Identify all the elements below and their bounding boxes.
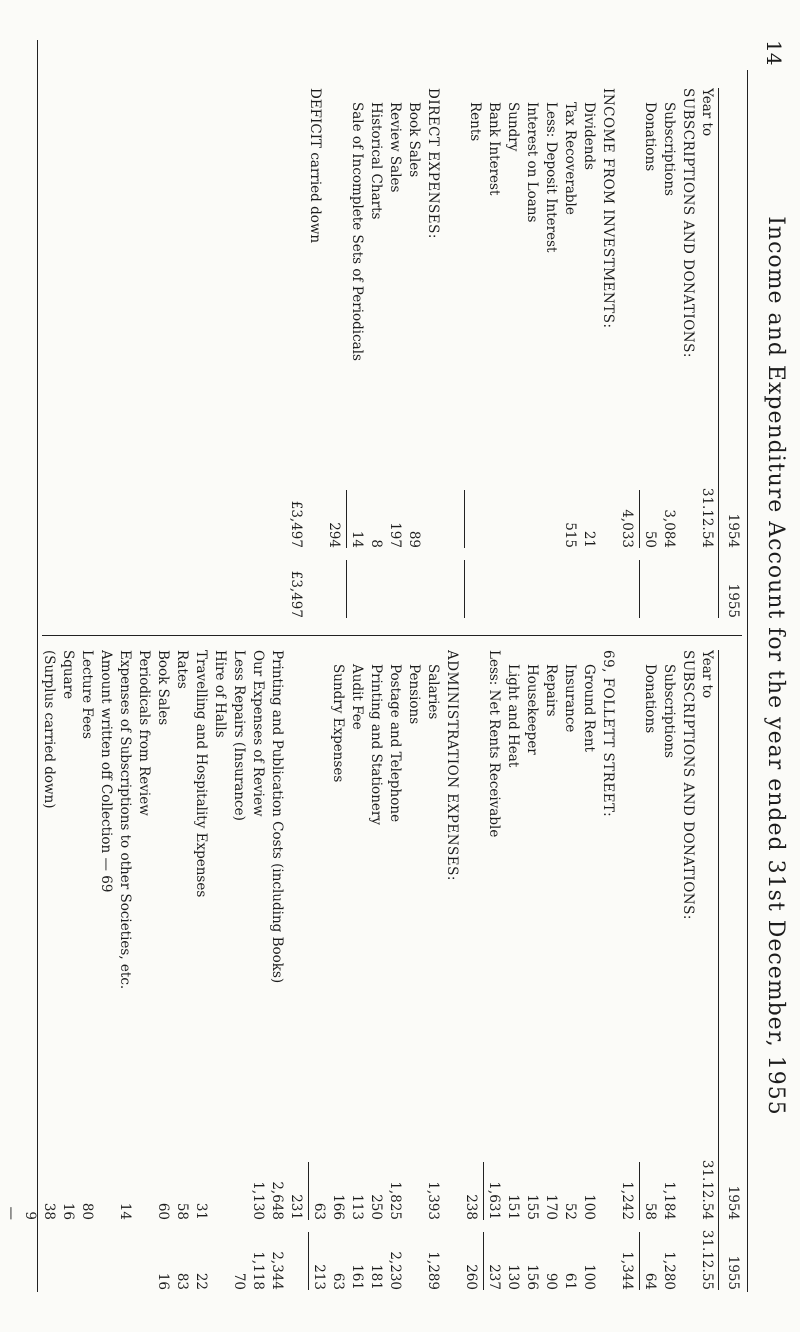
value-1954: 58 [642, 1202, 658, 1220]
line-item-label: Periodicals from Review [136, 650, 152, 816]
value-1955: 260 [463, 1264, 479, 1290]
value-1954: 1,825 [387, 1181, 403, 1220]
value-1954: 31 [193, 1202, 209, 1220]
line-item-label: Book Sales [155, 650, 171, 726]
income-rows [305, 88, 716, 618]
value-1954: 89 [406, 530, 422, 548]
line-item-row [541, 88, 560, 618]
line-item-label: Interest on Loans [524, 102, 540, 223]
value-1954: 80 [79, 1202, 95, 1220]
value-1954: 166 [330, 1194, 346, 1220]
value-1955: 130 [505, 1264, 521, 1290]
line-item-row [697, 88, 716, 618]
value-1955: 1,118 [250, 1251, 266, 1290]
line-item-label: SUBSCRIPTIONS AND DONATIONS: [680, 650, 696, 920]
page-title: Income and Expenditure Account for the year ended 31st December, 1955 [763, 216, 788, 1116]
line-item-row [77, 650, 96, 1290]
line-item-row [134, 650, 153, 1290]
line-item-label: Repairs [543, 664, 559, 717]
value-1954: 100 [581, 1194, 597, 1220]
line-item-row [385, 650, 404, 1290]
value-1954: 1,184 [661, 1181, 677, 1220]
value-1955: 70 [231, 1272, 247, 1290]
value-1955: 64 [642, 1272, 658, 1290]
value-1955: 83 [174, 1272, 190, 1290]
line-item-label: Tax Recoverable [562, 102, 578, 215]
value-1955: 1,344 [619, 1251, 635, 1290]
expenditure-total-1955 [0, 1220, 1, 1290]
line-item-row [503, 650, 522, 1290]
line-item-row [659, 88, 678, 618]
value-1955: 213 [311, 1264, 327, 1290]
line-item-label: (Surplus carried down) [41, 650, 57, 809]
value-1954: 63 [311, 1202, 327, 1220]
line-item-row [541, 650, 560, 1290]
value-1954: 515 [562, 522, 578, 548]
income-total-row [286, 88, 305, 618]
line-item-row [640, 650, 659, 1290]
value-1954: 58 [174, 1202, 190, 1220]
income-total-1954: £3,497 [288, 500, 304, 548]
income-column [286, 88, 742, 618]
line-item-label: ADMINISTRATION EXPENSES: [444, 650, 460, 881]
section-heading-row [678, 650, 697, 1290]
value-1955: 1,289 [425, 1251, 441, 1290]
line-item-row [404, 650, 423, 1290]
line-item-row [324, 88, 343, 618]
line-item-row [96, 650, 115, 1290]
value-1955: 90 [543, 1272, 559, 1290]
value-1954: 21 [581, 530, 597, 548]
line-item-row [617, 88, 636, 618]
line-item-row [404, 88, 423, 618]
value-1954: 60 [155, 1202, 171, 1220]
year-1954-header: 1954 [725, 1185, 741, 1220]
line-item-label: Rents [467, 102, 483, 142]
value-1954: 16 [60, 1202, 76, 1220]
line-item-label: Review Sales [387, 102, 403, 193]
line-item-label: Amount written off Collection — 69 [98, 650, 114, 893]
line-item-row [248, 650, 267, 1290]
top-rule [747, 70, 748, 1292]
line-item-label: Our Expenses of Review [250, 650, 266, 817]
section-heading-row [423, 88, 442, 618]
line-item-label: Donations [642, 664, 658, 734]
line-item-label: Less Repairs (Insurance) [231, 650, 247, 821]
line-item-label: Printing and Publication Costs (including Books) [269, 650, 285, 984]
line-item-row [229, 650, 248, 1290]
value-1955: 61 [562, 1272, 578, 1290]
line-item-row [309, 650, 328, 1290]
value-1954: 1,130 [250, 1181, 266, 1220]
line-item-label: Travelling and Hospitality Expenses [193, 650, 209, 898]
line-item-label: SUBSCRIPTIONS AND DONATIONS: [680, 88, 696, 358]
line-item-label: Subscriptions [661, 102, 677, 196]
line-item-row [210, 650, 229, 1290]
line-item-row [58, 650, 77, 1290]
line-item-label: DIRECT EXPENSES: [425, 88, 441, 239]
value-1954: 1,393 [425, 1181, 441, 1220]
value-1954: 238 [463, 1194, 479, 1220]
value-1955: 22 [193, 1272, 209, 1290]
line-item-label: Subscriptions [661, 664, 677, 758]
line-item-row [617, 650, 636, 1290]
line-item-label: Less: Net Rents Receivable [486, 650, 502, 838]
value-1955: 63 [330, 1272, 346, 1290]
line-item-row [267, 650, 286, 1290]
line-item-row [522, 88, 541, 618]
line-item-row [385, 88, 404, 618]
value-1954: 231 [288, 1194, 304, 1220]
value-1954: 31.12.54 [699, 487, 715, 548]
line-item-row [522, 650, 541, 1290]
year-1955-header: 1955 [725, 1255, 741, 1290]
line-item-label: Sundry [505, 102, 521, 152]
line-item-label: Salaries [425, 664, 441, 720]
line-item-label: Sundry Expenses [330, 664, 346, 783]
line-item-label: Book Sales [406, 102, 422, 178]
line-item-row [286, 650, 305, 1290]
line-item-row [640, 88, 659, 618]
value-1955: 161 [349, 1264, 365, 1290]
bottom-rule [37, 40, 38, 1292]
year-1954-header: 1954 [725, 513, 741, 548]
value-1954: 1,242 [619, 1181, 635, 1220]
value-1955: 16 [155, 1272, 171, 1290]
line-item-label: Year to [699, 650, 715, 699]
line-item-label: Sale of Incomplete Sets of Periodicals [349, 102, 365, 361]
value-1954: 52 [562, 1202, 578, 1220]
line-item-row [461, 650, 480, 1290]
line-item-label: Hire of Halls [212, 650, 228, 738]
value-1954: 197 [387, 522, 403, 548]
value-1955: 237 [486, 1264, 502, 1290]
value-1955: 31.12.55 [699, 1229, 715, 1290]
line-item-row [191, 650, 210, 1290]
line-item-label: Bank Interest [486, 102, 502, 196]
line-item-row [659, 650, 678, 1290]
income-header [718, 88, 742, 618]
value-1954: 294 [326, 522, 342, 548]
income-total-1955: £3,497 [288, 570, 304, 618]
expenditure-total-row [0, 650, 1, 1290]
expenditure-rows [1, 650, 716, 1290]
line-item-row [442, 88, 461, 618]
line-item-row [347, 650, 366, 1290]
line-item-row [153, 650, 172, 1290]
line-item-row [560, 650, 579, 1290]
line-item-label: DEFICIT carried down [307, 88, 323, 244]
line-item-row [328, 650, 347, 1290]
line-item-label: Donations [642, 102, 658, 172]
value-1954: 113 [349, 1194, 365, 1220]
line-item-label: Light and Heat [505, 664, 521, 768]
line-item-label: Dividends [581, 102, 597, 170]
value-1954: 9 [22, 1211, 38, 1220]
line-item-row [366, 650, 385, 1290]
value-1954: 2,648 [269, 1181, 285, 1220]
value-1954: 14 [349, 530, 365, 548]
value-1954: 38 [41, 1202, 57, 1220]
expenditure-total-1954 [0, 1150, 1, 1220]
value-1954: 170 [543, 1194, 559, 1220]
section-heading-row [442, 650, 461, 1290]
value-1954: 155 [524, 1194, 540, 1220]
line-item-label: Insurance [562, 664, 578, 733]
value-1955: 181 [368, 1264, 384, 1290]
line-item-label: Expenses of Subscriptions to other Societies, etc. [117, 650, 133, 990]
value-1954: 14 [117, 1202, 133, 1220]
line-item-label: Year to [699, 88, 715, 137]
line-item-label: Rates [174, 650, 190, 689]
value-1955: 2,344 [269, 1251, 285, 1290]
line-item-label: 69, FOLLETT STREET: [600, 650, 616, 818]
line-item-label: Lecture Fees [79, 650, 95, 739]
line-item-row [484, 650, 503, 1290]
line-item-row [503, 88, 522, 618]
line-item-label: INCOME FROM INVESTMENTS: [600, 88, 616, 329]
value-1954: — [3, 1206, 19, 1220]
value-1954: 31.12.54 [699, 1159, 715, 1220]
line-item-row [172, 650, 191, 1290]
value-1954: 8 [368, 539, 384, 548]
line-item-label: Printing and Stationery [368, 664, 384, 825]
expenditure-column [0, 650, 742, 1290]
line-item-label: Pensions [406, 664, 422, 725]
value-1954: 3,084 [661, 509, 677, 548]
value-1955: 156 [524, 1264, 540, 1290]
line-item-row [347, 88, 366, 618]
line-item-label: Historical Charts [368, 102, 384, 220]
value-1954: 50 [642, 530, 658, 548]
expenditure-header [718, 650, 742, 1290]
section-heading-row [598, 650, 617, 1290]
line-item-row [697, 650, 716, 1290]
value-1955: 100 [581, 1264, 597, 1290]
line-item-row [39, 650, 58, 1290]
line-item-label: Less: Deposit Interest [543, 102, 559, 253]
value-1954: 4,033 [619, 509, 635, 548]
line-item-label: Postage and Telephone [387, 664, 403, 823]
line-item-label: Audit Fee [349, 664, 365, 730]
value-1955: 1,280 [661, 1251, 677, 1290]
sum-rule [305, 650, 309, 1290]
line-item-label: Ground Rent [581, 664, 597, 752]
line-item-label: Housekeeper [524, 664, 540, 755]
line-item-row [115, 650, 134, 1290]
line-item-row [366, 88, 385, 618]
line-item-row [465, 88, 484, 618]
line-item-row [560, 88, 579, 618]
line-item-row [484, 88, 503, 618]
section-heading-row [598, 88, 617, 618]
value-1955: 2,230 [387, 1251, 403, 1290]
line-item-row [423, 650, 442, 1290]
value-1954: 250 [368, 1194, 384, 1220]
year-1955-header: 1955 [725, 583, 741, 618]
column-divider [42, 635, 742, 636]
line-item-row [1, 650, 20, 1290]
line-item-row [305, 88, 324, 618]
value-1954: 1,631 [486, 1181, 502, 1220]
page-number: 14 [762, 40, 786, 66]
line-item-label: Square [60, 650, 76, 700]
section-heading-row [678, 88, 697, 618]
line-item-row [579, 650, 598, 1290]
value-1954: 151 [505, 1194, 521, 1220]
line-item-row [579, 88, 598, 618]
